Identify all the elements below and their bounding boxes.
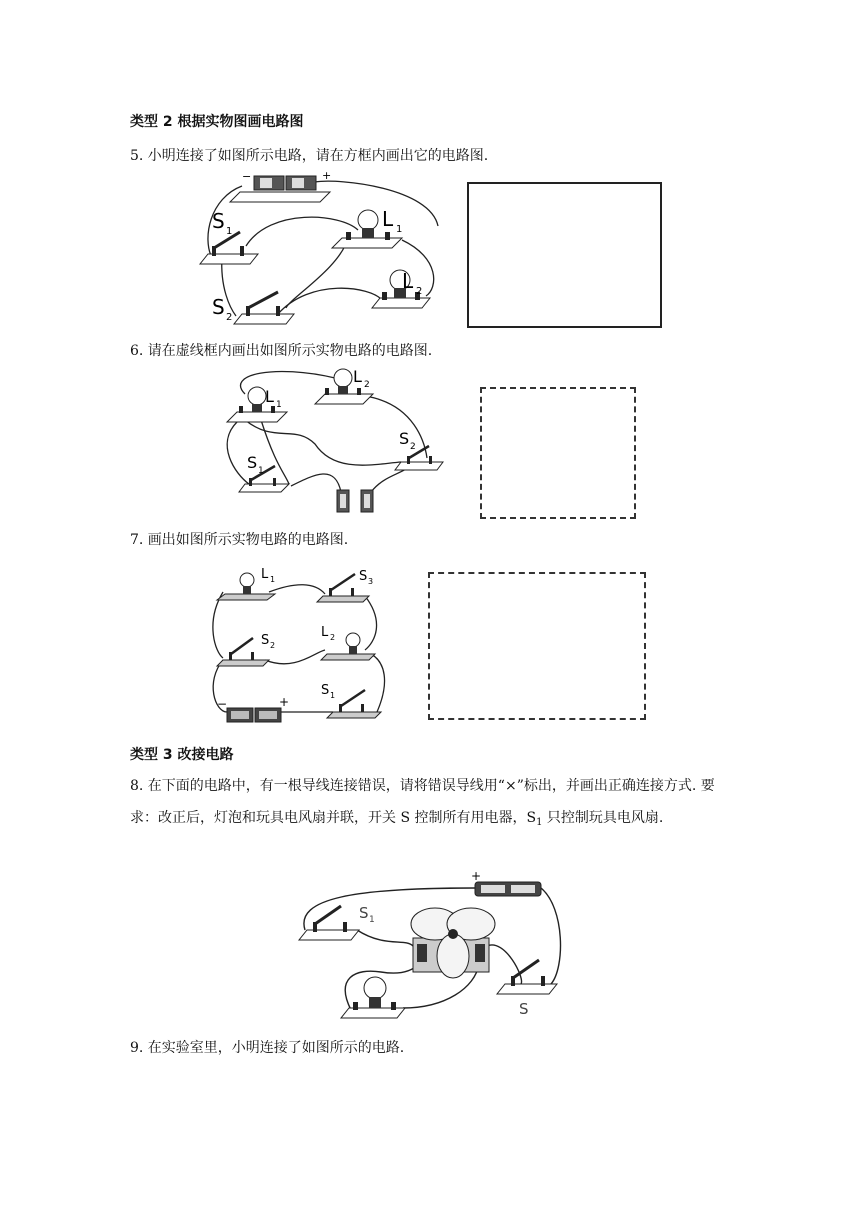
svg-text:L: L (353, 367, 362, 386)
svg-text:S: S (212, 209, 225, 233)
svg-text:S: S (359, 569, 368, 584)
section-3-heading: 类型 3 改接电路 (130, 747, 234, 763)
svg-text:1: 1 (258, 466, 264, 476)
question-9-text: 9. 在实验室里，小明连接了如图所示的电路. (130, 1040, 405, 1056)
battery-icon (475, 882, 541, 896)
svg-text:L: L (402, 269, 414, 293)
svg-text:+: + (471, 869, 482, 883)
question-7-circuit-figure (205, 562, 395, 727)
svg-text:1: 1 (270, 575, 276, 584)
svg-text:L: L (265, 387, 274, 406)
svg-text:S: S (399, 429, 410, 448)
question-5-circuit-figure (190, 168, 450, 328)
svg-text:L: L (321, 625, 329, 640)
svg-text:S: S (321, 683, 330, 698)
svg-text:+: + (279, 695, 290, 709)
question-6-text: 6. 请在虚线框内画出如图所示实物电路的电路图. (130, 343, 433, 359)
svg-text:2: 2 (410, 442, 416, 452)
question-5-text: 5. 小明连接了如图所示电路，请在方框内画出它的电路图. (130, 148, 489, 164)
svg-text:3: 3 (368, 577, 374, 586)
svg-text:1: 1 (330, 691, 336, 700)
question-7-text: 7. 画出如图所示实物电路的电路图. (130, 532, 349, 548)
svg-text:S: S (359, 904, 369, 922)
svg-text:2: 2 (226, 312, 233, 323)
svg-text:L: L (261, 567, 269, 582)
battery-icon (227, 708, 281, 722)
svg-text:2: 2 (364, 380, 370, 390)
question-6-circuit-figure (215, 364, 450, 514)
svg-text:L: L (382, 207, 394, 231)
svg-text:S: S (212, 295, 225, 319)
svg-text:2: 2 (416, 286, 423, 297)
svg-text:1: 1 (369, 915, 375, 925)
question-8-circuit-figure (295, 868, 565, 1028)
switch-s2-icon (395, 446, 443, 470)
svg-text:1: 1 (396, 224, 403, 235)
toy-fan-icon (411, 908, 495, 978)
svg-text:2: 2 (330, 633, 336, 642)
svg-text:1: 1 (276, 400, 282, 410)
svg-text:2: 2 (270, 641, 276, 650)
question-8-text: 8. 在下面的电路中，有一根导线连接错误，请将错误导线用“×”标出，并画出正确连接方式. 要求：改正后，灯泡和玩具电风扇并联，开关 S 控制所有用电器，$S_1$ 只控制玩具电风扇. (130, 778, 715, 828)
section-2-heading: 类型 2 根据实物图画电路图 (130, 114, 304, 130)
svg-text:1: 1 (226, 226, 233, 237)
svg-text:S: S (261, 633, 270, 648)
svg-text:−: − (217, 697, 228, 711)
battery-icon (337, 490, 373, 512)
svg-text:S: S (519, 1000, 529, 1018)
switch-s1-icon (327, 690, 381, 718)
switch-s1-icon (299, 906, 359, 940)
q5-answer-box (467, 182, 662, 328)
q6-answer-box (480, 387, 636, 519)
q7-answer-box (428, 572, 646, 720)
switch-s-icon (497, 960, 557, 994)
svg-text:+: + (322, 169, 332, 182)
svg-text:−: − (242, 170, 252, 183)
svg-text:S: S (247, 453, 258, 472)
lamp-icon (341, 977, 405, 1018)
